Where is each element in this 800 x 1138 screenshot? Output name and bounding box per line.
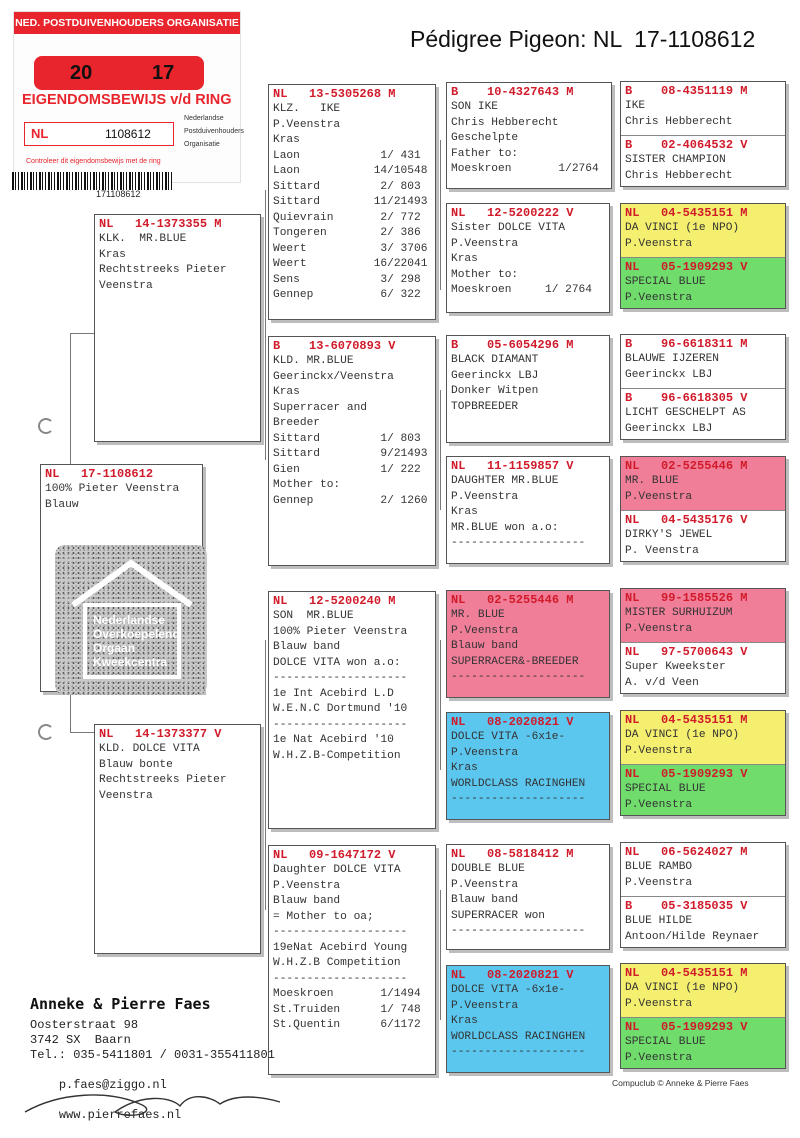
- ancestor-dam: [621, 896, 785, 948]
- pedigree-line: Super Kweekster: [625, 661, 726, 673]
- pedigree-line: Kras: [451, 253, 478, 265]
- pedigree-line: DA VINCI (1e NPO): [625, 222, 740, 234]
- grandparent-card: [268, 336, 436, 566]
- pedigree-line: Geerinckx LBJ: [625, 368, 713, 381]
- ancestor-dam: [621, 257, 785, 309]
- ring-number: B 02-4064532 V: [625, 138, 748, 152]
- pedigree-line: DA VINCI (1e NPO): [625, 982, 740, 994]
- pedigree-line: 19eNat Acebird Young: [273, 941, 408, 954]
- ring-number: B 96-6618305 V: [625, 391, 748, 405]
- pedigree-line: SUPERRACER won: [451, 909, 545, 922]
- certificate-org-line-1: Nederlandse: [184, 115, 224, 122]
- certificate-ring-number: 1108612: [105, 127, 151, 141]
- pedigree-line: SON MR.BLUE: [273, 610, 354, 622]
- connector-line: [265, 190, 266, 460]
- pedigree-line: --------------------: [273, 926, 408, 938]
- certificate-org-line-3: Organisatie: [184, 141, 220, 148]
- dam-card: [94, 724, 261, 954]
- pedigree-line: P.Veenstra: [625, 291, 693, 304]
- ancestor-dam: [621, 1017, 785, 1069]
- ring-number: NL 14-1373377 V: [99, 727, 222, 741]
- pedigree-line: Daughter DOLCE VITA: [273, 864, 401, 876]
- pedigree-line: Laon 14/10548: [273, 165, 428, 177]
- pedigree-line: SON IKE: [451, 101, 498, 113]
- barcode: [12, 172, 172, 190]
- pedigree-line: P.Veenstra: [625, 744, 693, 757]
- pedigree-line: P.Veenstra: [273, 118, 341, 131]
- pedigree-line: --------------------: [451, 793, 586, 805]
- pedigree-line: P.Veenstra: [451, 237, 519, 250]
- pedigree-line: BLACK DIAMANT: [451, 354, 539, 366]
- ring-number: B 10-4327643 M: [451, 85, 574, 99]
- pedigree-line: --------------------: [451, 537, 586, 549]
- ring-number: NL 04-5435176 V: [625, 513, 748, 527]
- ancestor-sire: [621, 204, 785, 257]
- pedigree-line: Sittard 1/ 803: [273, 432, 421, 445]
- ring-number: NL 04-5435151 M: [625, 713, 748, 727]
- pedigree-line: Laon 1/ 431: [273, 149, 421, 162]
- breeder-email[interactable]: p.faes@ziggo.nl: [58, 1078, 167, 1092]
- pedigree-line: P.Veenstra: [451, 490, 519, 503]
- ring-number: NL 13-5305268 M: [273, 87, 396, 101]
- pedigree-line: --------------------: [273, 972, 408, 985]
- pedigree-line: Chris Hebberecht: [451, 116, 559, 129]
- certificate-ring-box: [24, 122, 174, 146]
- pedigree-line: DAUGHTER MR.BLUE: [451, 475, 559, 487]
- pedigree-line: DOLCE VITA -6x1e-: [451, 731, 566, 743]
- pedigree-line: Rechtstreeks Pieter: [99, 774, 227, 786]
- ring-certificate: [13, 11, 244, 183]
- ring-number: NL 04-5435151 M: [625, 206, 748, 220]
- connector-line: [265, 640, 266, 910]
- pedigree-line: P. Veenstra: [625, 544, 699, 557]
- pedigree-line: Mother to:: [273, 479, 341, 491]
- pedigree-line: Veenstra: [99, 279, 153, 292]
- pedigree-line: W.H.Z.B-Competition: [273, 749, 401, 762]
- pedigree-line: Chris Hebberecht: [625, 115, 733, 128]
- pedigree-line: Blauw bonte: [99, 758, 173, 771]
- pedigree-line: A. v/d Veen: [625, 676, 699, 689]
- ancestor-dam: [621, 764, 785, 816]
- grandparent-card: [268, 845, 436, 1075]
- ring-number: NL 02-5255446 M: [451, 593, 574, 607]
- ancestor-pair-card: [620, 710, 786, 816]
- ring-number: NL 09-1647172 V: [273, 848, 396, 862]
- pedigree-line: MISTER SURHUIZUM: [625, 607, 733, 619]
- pedigree-line: DOLCE VITA -6x1e-: [451, 984, 566, 996]
- certificate-year-left: 20: [70, 62, 93, 84]
- pedigree-line: Blauw band: [273, 895, 341, 907]
- grandparent-card: [268, 84, 436, 320]
- pedigree-line: St.Truiden 1/ 748: [273, 1003, 421, 1016]
- ring-number: NL 12-5200222 V: [451, 206, 574, 220]
- pedigree-line: Quievrain 2/ 772: [273, 211, 421, 224]
- breeder-name: Anneke & Pierre Faes: [30, 995, 211, 1013]
- ring-number: NL 17-1108612: [45, 467, 154, 481]
- ancestor-sire: [621, 457, 785, 510]
- connector-line: [440, 640, 441, 770]
- pedigree-line: --------------------: [451, 1046, 586, 1058]
- pedigree-line: P.Veenstra: [273, 879, 341, 892]
- ring-number: NL 97-5700643 V: [625, 645, 748, 659]
- pedigree-line: Blauw band: [451, 640, 519, 652]
- ring-number: NL 04-5435151 M: [625, 966, 748, 980]
- pedigree-line: W.H.Z.B Competition: [273, 957, 401, 969]
- pedigree-line: WORLDCLASS RACINGHEN: [451, 777, 586, 790]
- connector-line: [440, 390, 441, 510]
- ring-number: NL 99-1585526 M: [625, 591, 748, 605]
- pedigree-line: P.Veenstra: [625, 798, 693, 811]
- pedigree-line: WORLDCLASS RACINGHEN: [451, 1030, 586, 1043]
- breeder-city: 3742 SX Baarn: [30, 1033, 131, 1047]
- breeder-street: Oosterstraat 98: [30, 1018, 139, 1032]
- pedigree-line: --------------------: [273, 718, 408, 731]
- ring-number: B 13-6070893 V: [273, 339, 396, 353]
- credit-text: Compuclub © Anneke & Pierre Faes: [612, 1078, 749, 1088]
- certificate-notice: Controleer dit eigendomsbewijs met de ring: [26, 158, 161, 165]
- ring-number: NL 08-5818412 M: [451, 847, 574, 861]
- ancestor-sire: [621, 589, 785, 642]
- pedigree-line: SPECIAL BLUE: [625, 1036, 706, 1048]
- pedigree-line: Moeskroen 1/2764: [451, 163, 599, 175]
- binder-hole: [38, 418, 54, 434]
- connector-line: [70, 333, 94, 334]
- pedigree-line: IKE: [625, 100, 646, 112]
- pedigree-line: St.Quentin 6/1172: [273, 1019, 421, 1031]
- pedigree-line: Weert 16/22041: [273, 258, 428, 270]
- great-grandparent-card: [446, 456, 610, 564]
- stamp-text: Nederlandse Overkoepelend Orgaan Kweekcentra: [93, 613, 180, 669]
- pedigree-line: Donker Witpen: [451, 385, 539, 397]
- pedigree-line: KLD. DOLCE VITA: [99, 743, 200, 755]
- ring-number: NL 02-5255446 M: [625, 459, 748, 473]
- great-grandparent-card: [446, 203, 610, 313]
- pedigree-line: Rechtstreeks Pieter: [99, 264, 227, 276]
- pedigree-line: Sens 3/ 298: [273, 273, 421, 286]
- certificate-year: [34, 56, 204, 90]
- ancestor-dam: [621, 135, 785, 187]
- pedigree-line: Moeskroen 1/ 2764: [451, 284, 592, 296]
- pedigree-line: MR.BLUE won a.o:: [451, 521, 559, 534]
- pedigree-line: Blauw band: [451, 894, 519, 906]
- pedigree-line: W.E.N.C Dortmund '10: [273, 703, 408, 715]
- pedigree-line: Superracer and: [273, 401, 367, 414]
- ring-number: B 08-4351119 M: [625, 84, 748, 98]
- ancestor-dam: [621, 510, 785, 562]
- ring-number: B 05-3185035 V: [625, 899, 748, 913]
- ring-number: NL 12-5200240 M: [273, 594, 396, 608]
- pedigree-line: Breeder: [273, 417, 320, 429]
- connector-line: [440, 890, 441, 1020]
- ring-number: NL 05-1909293 V: [625, 1020, 748, 1034]
- ring-number: NL 11-1159857 V: [451, 459, 574, 473]
- pedigree-line: MR. BLUE: [451, 609, 505, 621]
- ring-number: NL 14-1373355 M: [99, 217, 222, 231]
- pedigree-line: Kras: [451, 506, 478, 518]
- pedigree-line: Kras: [99, 248, 126, 261]
- pedigree-line: KLK. MR.BLUE: [99, 233, 187, 245]
- pedigree-line: MR. BLUE: [625, 475, 679, 487]
- pedigree-line: Tongeren 2/ 386: [273, 227, 421, 239]
- pedigree-line: Gennep 6/ 322: [273, 289, 421, 301]
- pedigree-line: Sittard 11/21493: [273, 196, 428, 208]
- pedigree-line: 100% Pieter Veenstra: [273, 625, 408, 638]
- pedigree-line: DA VINCI (1e NPO): [625, 729, 740, 741]
- pedigree-line: Geerinckx/Veenstra: [273, 370, 394, 383]
- pedigree-line: P.Veenstra: [625, 237, 693, 250]
- pedigree-line: LICHT GESCHELPT AS: [625, 407, 746, 419]
- ancestor-sire: [621, 711, 785, 764]
- pedigree-line: 1e Int Acebird L.D: [273, 687, 394, 700]
- pedigree-line: P.Veenstra: [451, 999, 519, 1012]
- pedigree-line: SUPERRACER&-BREEDER: [451, 655, 579, 668]
- ancestor-pair-card: [620, 963, 786, 1069]
- pedigree-line: P.Veenstra: [625, 876, 693, 889]
- pedigree-line: Chris Hebberecht: [625, 169, 733, 182]
- certificate-org-line-2: Postduivenhouders: [184, 128, 244, 135]
- pedigree-line: Gennep 2/ 1260: [273, 494, 428, 507]
- pedigree-line: Kras: [273, 134, 300, 146]
- pedigree-line: DOUBLE BLUE: [451, 863, 525, 875]
- pedigree-line: P.Veenstra: [625, 622, 693, 635]
- ancestor-pair-card: [620, 203, 786, 309]
- pedigree-line: TOPBREEDER: [451, 400, 519, 413]
- ring-number: NL 08-2020821 V: [451, 968, 574, 982]
- pedigree-line: Geerinckx LBJ: [451, 369, 539, 382]
- grandparent-card: [268, 591, 436, 829]
- pedigree-line: Geschelpte: [451, 132, 519, 144]
- pedigree-line: SPECIAL BLUE: [625, 783, 706, 795]
- ring-number: B 05-6054296 M: [451, 338, 574, 352]
- pedigree-line: Mother to:: [451, 268, 519, 281]
- pedigree-line: Gien 1/ 222: [273, 463, 421, 476]
- signature: [20, 1082, 320, 1128]
- barcode-number: 171108612: [96, 189, 141, 199]
- pedigree-line: DIRKY'S JEWEL: [625, 529, 713, 541]
- ring-number: NL 05-1909293 V: [625, 767, 748, 781]
- pedigree-line: KLZ. IKE: [273, 103, 341, 115]
- pedigree-line: P.Veenstra: [451, 878, 519, 891]
- pedigree-line: 100% Pieter Veenstra: [45, 483, 180, 495]
- pedigree-line: Weert 3/ 3706: [273, 242, 428, 255]
- ancestor-dam: [621, 642, 785, 694]
- pedigree-line: Blauw band: [273, 641, 341, 653]
- pedigree-line: BLUE HILDE: [625, 915, 693, 927]
- sire-card: [94, 214, 261, 442]
- certificate-country: NL: [31, 126, 49, 141]
- ancestor-pair-card: [620, 334, 786, 440]
- ancestor-pair-card: [620, 81, 786, 187]
- pedigree-line: Sittard 2/ 803: [273, 180, 421, 193]
- pedigree-line: Moeskroen 1/1494: [273, 988, 421, 1000]
- pedigree-line: Sister DOLCE VITA: [451, 222, 566, 234]
- pedigree-line: Father to:: [451, 147, 519, 160]
- binder-hole: [38, 724, 54, 740]
- pedigree-line: P.Veenstra: [451, 746, 519, 759]
- pedigree-line: Kras: [273, 386, 300, 398]
- pedigree-line: P.Veenstra: [625, 997, 693, 1010]
- ancestor-pair-card: [620, 456, 786, 562]
- pedigree-line: SPECIAL BLUE: [625, 276, 706, 288]
- ring-number: B 96-6618311 M: [625, 337, 748, 351]
- pedigree-line: Antoon/Hilde Reynaer: [625, 930, 760, 943]
- certificate-year-right: 17: [152, 62, 175, 84]
- pedigree-line: BLUE RAMBO: [625, 861, 693, 873]
- pedigree-line: --------------------: [451, 671, 586, 683]
- great-grandparent-card: [446, 844, 610, 950]
- great-grandparent-card: [446, 712, 610, 820]
- pedigree-line: Kras: [451, 762, 478, 774]
- pedigree-line: 1e Nat Acebird '10: [273, 734, 394, 746]
- great-grandparent-card: [446, 965, 610, 1073]
- ring-number: NL 05-1909293 V: [625, 260, 748, 274]
- pedigree-line: KLD. MR.BLUE: [273, 355, 354, 367]
- breeder-website[interactable]: www.pierrefaes.nl: [58, 1108, 182, 1122]
- page-title: Pédigree Pigeon: NL 17-1108612: [410, 26, 756, 52]
- pedigree-line: Sittard 9/21493: [273, 448, 428, 460]
- breeder-phone: Tel.: 035-5411801 / 0031-355411801: [30, 1048, 275, 1062]
- ring-number: NL 06-5624027 M: [625, 845, 748, 859]
- pedigree-line: --------------------: [273, 672, 408, 684]
- ancestor-pair-card: [620, 842, 786, 948]
- certificate-title: EIGENDOMSBEWIJS v/d RING: [22, 92, 232, 108]
- breeding-center-stamp: [55, 545, 207, 695]
- pedigree-line: Kras: [451, 1015, 478, 1027]
- pedigree-line: Veenstra: [99, 789, 153, 802]
- pedigree-line: --------------------: [451, 925, 586, 937]
- pedigree-line: DOLCE VITA won a.o:: [273, 656, 401, 669]
- great-grandparent-card: [446, 82, 612, 189]
- great-grandparent-card: [446, 335, 610, 443]
- ring-number: NL 08-2020821 V: [451, 715, 574, 729]
- pedigree-line: SISTER CHAMPION: [625, 154, 726, 166]
- ancestor-sire: [621, 964, 785, 1017]
- certificate-organisation: NED. POSTDUIVENHOUDERS ORGANISATIE: [14, 12, 240, 34]
- pedigree-line: Blauw: [45, 498, 79, 511]
- pedigree-line: = Mother to oa;: [273, 910, 374, 923]
- pedigree-line: Geerinckx LBJ: [625, 422, 713, 435]
- ancestor-sire: [621, 843, 785, 896]
- connector-line: [70, 732, 94, 733]
- ancestor-pair-card: [620, 588, 786, 694]
- pedigree-line: P.Veenstra: [625, 1051, 693, 1064]
- ancestor-sire: [621, 82, 785, 135]
- connector-line: [440, 140, 441, 290]
- ancestor-dam: [621, 388, 785, 440]
- pedigree-line: BLAUWE IJZEREN: [625, 353, 719, 365]
- pedigree-line: P.Veenstra: [451, 624, 519, 637]
- great-grandparent-card: [446, 590, 610, 698]
- pedigree-line: P.Veenstra: [625, 490, 693, 503]
- ancestor-sire: [621, 335, 785, 388]
